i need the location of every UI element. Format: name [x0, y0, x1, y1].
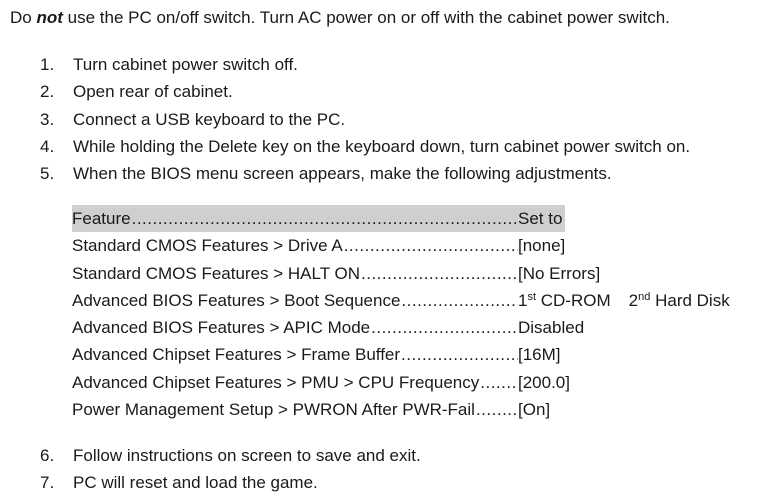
boot-first-number: 1: [518, 290, 528, 310]
intro-prefix: Do: [10, 8, 37, 27]
step-number: 5.: [40, 164, 55, 184]
header-value-label: Set to: [518, 205, 565, 232]
step-number: 4.: [40, 136, 55, 156]
setting-feature-label: Power Management Setup > PWRON After PWR-Fail: [72, 400, 475, 420]
setting-value: [none]: [518, 236, 566, 256]
boot-second-suffix: nd: [638, 290, 651, 303]
setting-feature-label: Standard CMOS Features > HALT ON: [72, 263, 361, 283]
settings-row: [72, 232, 722, 259]
boot-second-device: Hard Disk: [650, 290, 730, 310]
settings-header-feature: [72, 205, 518, 232]
setting-value: [200.0]: [518, 372, 570, 392]
setting-feature-label: Advanced BIOS Features > Boot Sequence: [72, 290, 401, 310]
setting-feature-label: Advanced Chipset Features > Frame Buffer: [72, 345, 401, 365]
leader-dots: [480, 369, 518, 396]
setting-feature: [72, 369, 518, 396]
setting-feature: [72, 232, 518, 259]
setting-feature: [72, 260, 518, 287]
setting-value: [No Errors]: [518, 263, 601, 283]
setting-feature: [72, 396, 518, 423]
step-text: While holding the Delete key on the keyboard down, turn cabinet power switch on.: [73, 136, 691, 156]
settings-row: [72, 260, 722, 287]
settings-row: [72, 341, 722, 368]
step-number: 7.: [40, 473, 55, 493]
intro-warning: [10, 6, 670, 30]
intro-suffix: use the PC on/off switch. Turn AC power on or off with the cabinet power switch.: [62, 8, 670, 27]
setting-feature-label: Advanced Chipset Features > PMU > CPU Frequency: [72, 372, 480, 392]
setting-value: Disabled: [518, 318, 585, 338]
step-number: 2.: [40, 82, 55, 102]
leader-dots: [132, 205, 518, 232]
setting-feature: [72, 314, 518, 341]
setting-feature: [72, 341, 518, 368]
leader-dots: [401, 287, 518, 314]
leader-dots: [476, 396, 518, 423]
step-number: 6.: [40, 446, 55, 465]
setting-value-boot-sequence: [518, 287, 730, 314]
boot-second-number: 2: [628, 290, 639, 310]
leader-dots: [401, 341, 518, 368]
bios-settings-table: [72, 205, 730, 423]
boot-first-device: CD-ROM: [536, 290, 611, 310]
intro-emphasis: not: [36, 8, 63, 27]
setting-feature-label: Advanced BIOS Features > APIC Mode: [72, 318, 371, 338]
step-text: PC will reset and load the game.: [73, 473, 318, 493]
header-feature-label: Feature: [72, 209, 131, 228]
setting-value: [16M]: [518, 345, 561, 365]
step-number: 3.: [40, 109, 55, 129]
step-text: When the BIOS menu screen appears, make the following adjustments.: [73, 164, 612, 184]
settings-row: [72, 396, 722, 423]
setting-value: [On]: [518, 400, 551, 420]
leader-dots: [361, 260, 518, 287]
step-number: 1.: [40, 55, 55, 74]
setting-feature-label: Standard CMOS Features > Drive A: [72, 236, 343, 256]
step-text: Follow instructions on screen to save and exit.: [73, 446, 421, 465]
leader-dots: [344, 232, 518, 259]
step-text: Connect a USB keyboard to the PC.: [73, 109, 346, 129]
step-text: Open rear of cabinet.: [73, 82, 233, 102]
leader-dots: [371, 314, 518, 341]
step-text: Turn cabinet power switch off.: [73, 55, 298, 74]
settings-row: [72, 369, 722, 396]
settings-row: [72, 314, 722, 341]
setting-feature: [72, 287, 518, 314]
settings-header-row: [72, 205, 722, 232]
boot-first-suffix: st: [527, 290, 537, 303]
settings-row: [72, 287, 730, 314]
